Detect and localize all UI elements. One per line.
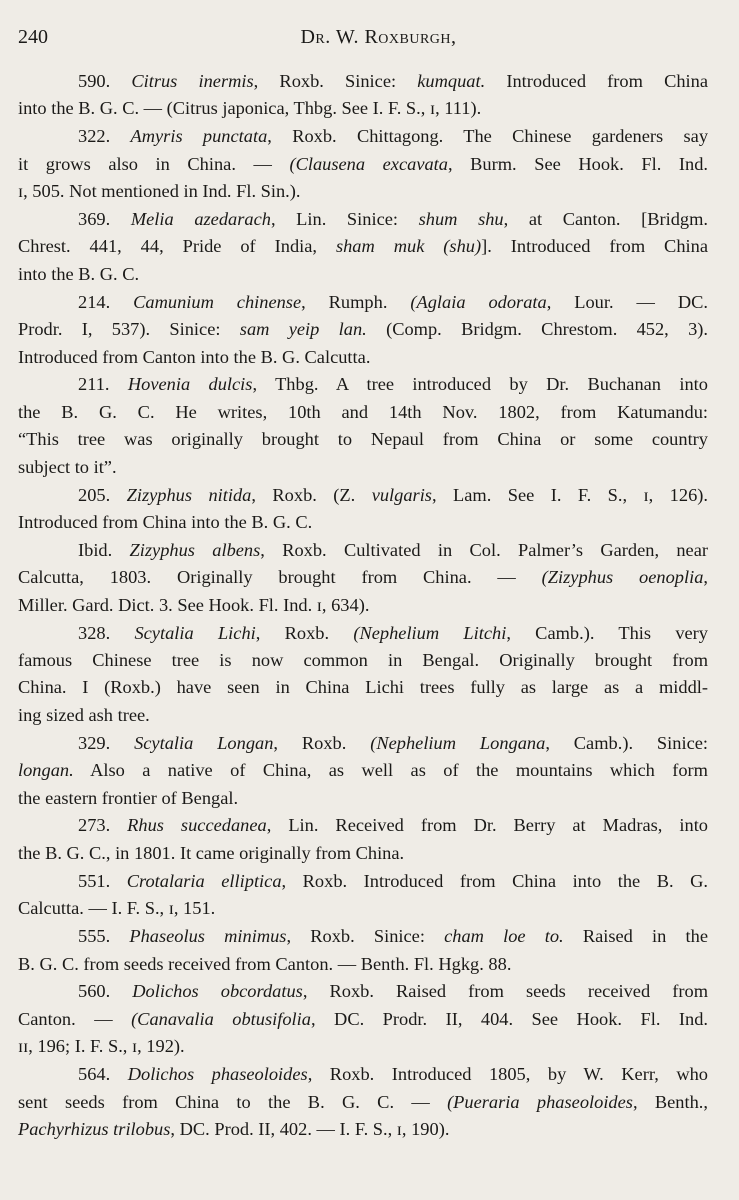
catalogue-entry: [18, 978, 708, 1060]
entry-line: Prodr. I, 537). Sinice: sam yeip lan. (Comp. Bridgm. Chrestom. 452, 3).: [18, 319, 709, 340]
entry-line: the B. G. C., in 1801. It came originally from China.: [18, 842, 405, 863]
catalogue-entry: [18, 289, 708, 371]
entry-line: Pachyrhizus trilobus, DC. Prod. II, 402. — I. F. S., ɪ, 190).: [18, 1118, 450, 1139]
entry-line: Ibid. Zizyphus albens, Roxb. Cultivated in Col. Palmer’s Garden, near: [78, 539, 709, 560]
catalogue-entry: [18, 206, 708, 288]
entry-line: Chrest. 441, 44, Pride of India, sham muk (shu)]. Introduced from China: [18, 236, 708, 257]
entry-line: into the B. G. C. — (Citrus japonica, Thbg. See I. F. S., ɪ, 111).: [18, 98, 482, 119]
entry-line: the eastern frontier of Bengal.: [18, 787, 239, 808]
entry-line: Miller. Gard. Dict. 3. See Hook. Fl. Ind. ɪ, 634).: [18, 594, 370, 615]
entry-line: 214. Camunium chinense, Rumph. (Aglaia odorata, Lour. — DC.: [78, 291, 708, 312]
entry-line: the B. G. C. He writes, 10th and 14th Nov. 1802, from Katumandu:: [18, 401, 708, 422]
catalogue-entry: [18, 868, 708, 923]
entry-line: it grows also in China. — (Clausena excavata, Burm. See Hook. Fl. Ind.: [18, 153, 709, 174]
entry-line: B. G. C. from seeds received from Canton. — Benth. Fl. Hgkg. 88.: [18, 953, 512, 974]
entry-line: Introduced from Canton into the B. G. Calcutta.: [18, 346, 371, 367]
page-number: 240: [18, 26, 48, 48]
catalogue-entry: [18, 371, 708, 481]
entry-line: ɪ, 505. Not mentioned in Ind. Fl. Sin.).: [18, 181, 301, 202]
running-head: Dr. W. Roxburgh,: [300, 26, 457, 48]
catalogue-entry: [18, 812, 708, 867]
page-header: [18, 26, 699, 56]
entry-line: 590. Citrus inermis, Roxb. Sinice: kumquat. Introduced from China: [78, 71, 709, 91]
entry-line: China. I (Roxb.) have seen in China Lichi trees fully as large as a middl-: [18, 677, 708, 698]
entry-line: 322. Amyris punctata, Roxb. Chittagong. The Chinese gardeners say: [78, 126, 709, 147]
catalogue-entry: [18, 730, 708, 812]
entry-line: Introduced from China into the B. G. C.: [18, 512, 313, 532]
entry-line: 205. Zizyphus nitida, Roxb. (Z. vulgaris, Lam. See I. F. S., ɪ, 126).: [78, 484, 708, 505]
entry-line: 560. Dolichos obcordatus, Roxb. Raised from seeds received from: [78, 981, 708, 1002]
body-text: [18, 68, 708, 1144]
entry-line: longan. Also a native of China, as well as of the mountains which form: [18, 760, 708, 781]
entry-line: Calcutta, 1803. Originally brought from China. — (Zizyphus oenoplia,: [18, 567, 708, 588]
entry-line: Canton. — (Canavalia obtusifolia, DC. Prodr. II, 404. See Hook. Fl. Ind.: [18, 1008, 709, 1029]
entry-line: ɪɪ, 196; I. F. S., ɪ, 192).: [18, 1036, 185, 1057]
entry-line: famous Chinese tree is now common in Bengal. Originally brought from: [18, 650, 708, 671]
entry-line: ing sized ash tree.: [18, 704, 150, 725]
catalogue-entry: [18, 482, 708, 537]
entry-line: “This tree was originally brought to Nepaul from China or some country: [18, 429, 708, 450]
entry-line: 329. Scytalia Longan, Roxb. (Nephelium Longana, Camb.). Sinice:: [78, 732, 708, 753]
entry-line: Calcutta. — I. F. S., ɪ, 151.: [18, 898, 216, 919]
entry-line: 369. Melia azedarach, Lin. Sinice: shum shu, at Canton. [Bridgm.: [78, 209, 708, 230]
catalogue-entry: [18, 537, 708, 619]
entry-line: 551. Crotalaria elliptica, Roxb. Introduced from China into the B. G.: [78, 870, 708, 891]
catalogue-entry: [18, 123, 708, 205]
catalogue-entry: [18, 68, 708, 123]
entry-line: 211. Hovenia dulcis, Thbg. A tree introduced by Dr. Buchanan into: [78, 374, 708, 395]
entry-line: subject to it”.: [18, 456, 117, 477]
entry-line: into the B. G. C.: [18, 263, 140, 284]
catalogue-entry: [18, 923, 708, 978]
entry-line: 328. Scytalia Lichi, Roxb. (Nephelium Litchi, Camb.). This very: [78, 622, 708, 643]
entry-line: sent seeds from China to the B. G. C. — (Pueraria phaseoloides, Benth.,: [18, 1091, 708, 1112]
catalogue-entry: [18, 620, 708, 730]
entry-line: 555. Phaseolus minimus, Roxb. Sinice: cham loe to. Raised in the: [78, 926, 708, 947]
entry-line: 564. Dolichos phaseoloides, Roxb. Introduced 1805, by W. Kerr, who: [78, 1064, 708, 1085]
entry-line: 273. Rhus succedanea, Lin. Received from Dr. Berry at Madras, into: [78, 815, 708, 836]
catalogue-entry: [18, 1061, 708, 1143]
